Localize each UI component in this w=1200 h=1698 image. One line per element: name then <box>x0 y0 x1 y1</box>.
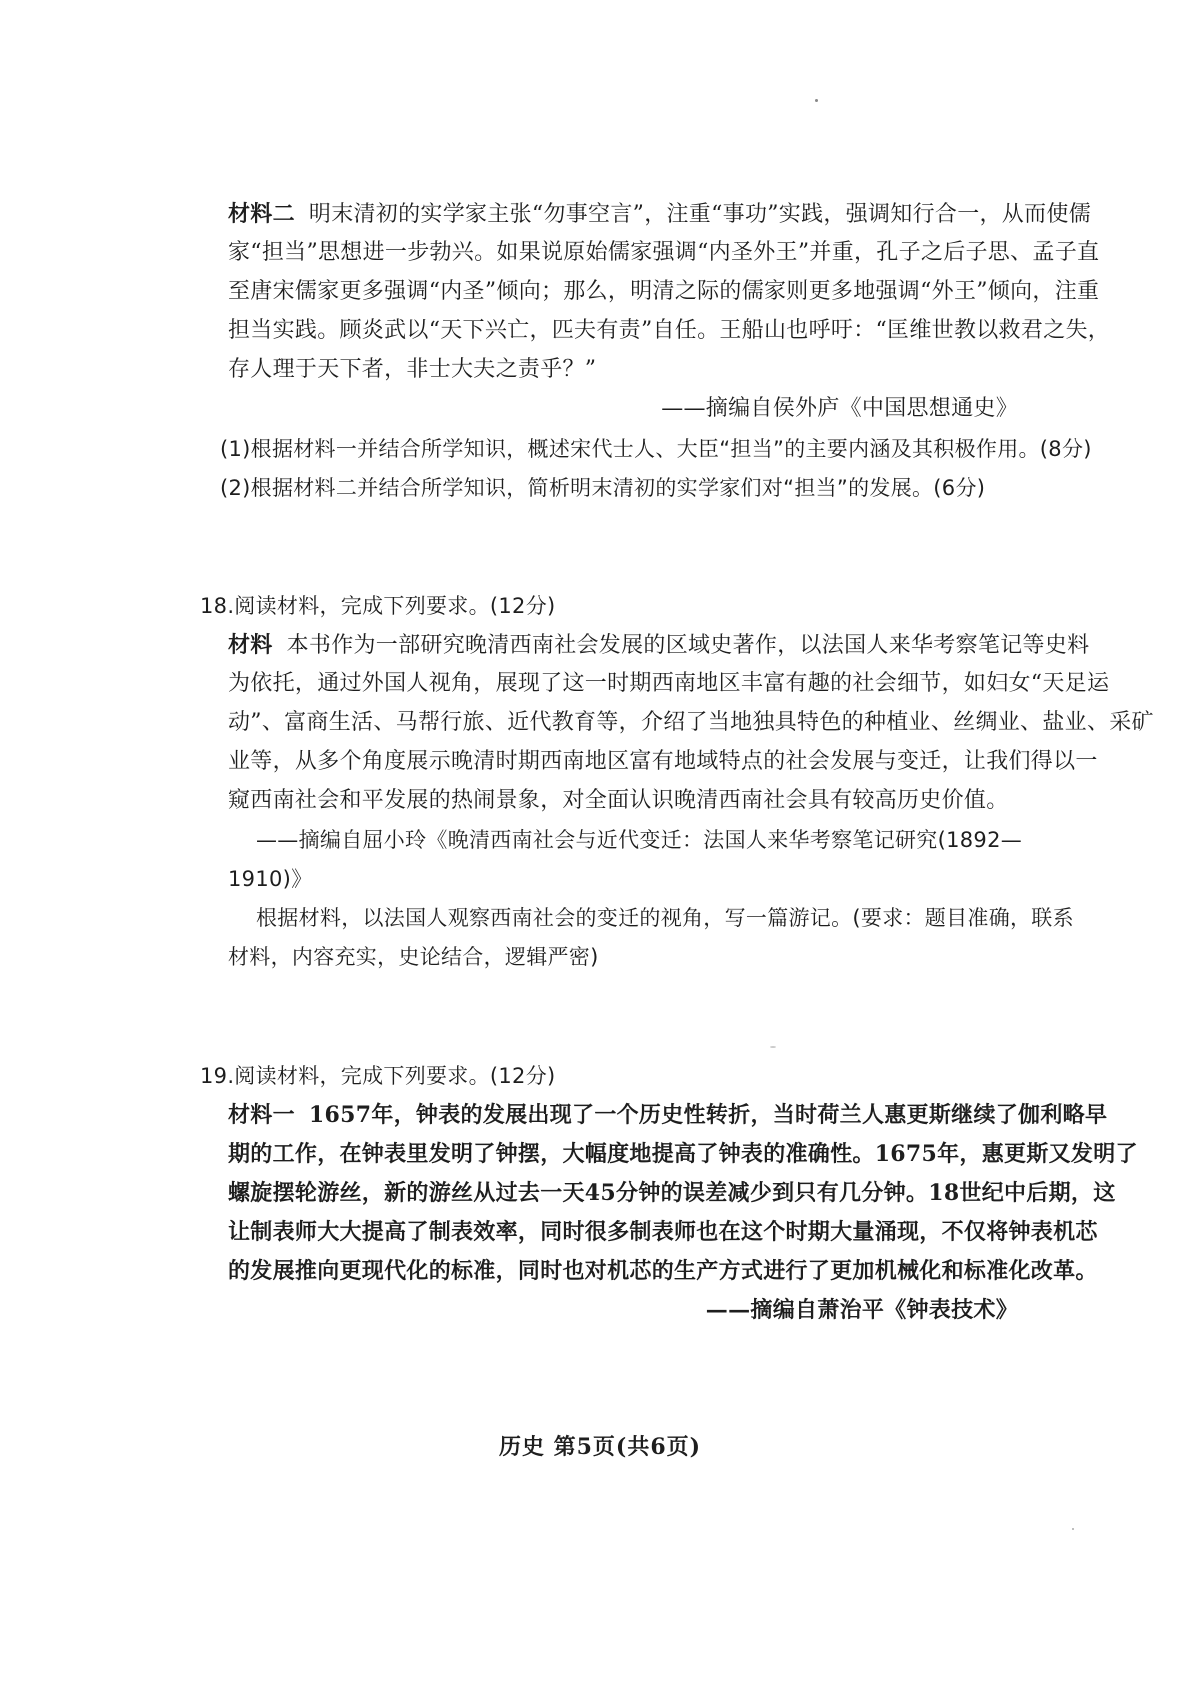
q19-line-4: 让制表师大大提高了制表效率，同时很多制表师也在这个时期大量涌现，不仅将钟表机芯 <box>228 1219 1098 1245</box>
material2-line-1: 材料二 明末清初的实学家主张“勿事空言”，注重“事功”实践，强调知行合一，从而使儒 <box>228 201 1091 227</box>
q18-line-3: 动”、富商生活、马帮行旅、近代教育等，介绍了当地独具特色的种植业、丝绸业、盐业、采矿 <box>228 710 1154 735</box>
material2-line-4: 担当实践。顾炎武以“天下兴亡，匹夫有责”自任。王船山也呼吁：“匡维世教以救君之失， <box>228 318 1111 343</box>
material2-source: ——摘编自侯外庐《中国思想通史》 <box>661 396 1018 421</box>
material2-line-2: 家“担当”思想进一步勃兴。如果说原始儒家强调“内圣外王”并重，孔子之后子思、孟子直 <box>228 240 1100 265</box>
q18-source-line-1: ——摘编自屈小玲《晚清西南社会与近代变迁：法国人来华考察笔记研究(1892— <box>256 828 1023 852</box>
q18-line-1: 材料 本书作为一部研究晚清西南社会发展的区域史著作，以法国人来华考察笔记等史料 <box>228 632 1090 658</box>
q19-line-1: 材料一 1657年，钟表的发展出现了一个历史性转折，当时荷兰人惠更斯继续了伽利略早 <box>228 1102 1108 1128</box>
q19-line-3: 螺旋摆轮游丝，新的游丝从过去一天45分钟的误差减少到只有几分钟。18世纪中后期，这 <box>228 1180 1116 1206</box>
scan-speck <box>770 1046 776 1048</box>
q18-line-4: 业等，从多个角度展示晚清时期西南地区富有地域特点的社会发展与变迁，让我们得以一 <box>228 749 1098 774</box>
q18-material-label: 材料 <box>228 632 273 658</box>
q17-task-1: (1)根据材料一并结合所学知识，概述宋代士人、大臣“担当”的主要内涵及其积极作用。(8分) <box>220 437 1092 461</box>
q19-title: 19.阅读材料，完成下列要求。(12分) <box>200 1064 556 1088</box>
q19-material-label: 材料一 <box>228 1102 295 1128</box>
q18-line-5: 窥西南社会和平发展的热闹景象，对全面认识晚清西南社会具有较高历史价值。 <box>228 788 1009 813</box>
q18-line-2: 为依托，通过外国人视角，展现了这一时期西南地区丰富有趣的社会细节，如妇女“天足运 <box>228 671 1110 696</box>
material2-line-5: 存人理于天下者，非士大夫之责乎？” <box>228 357 597 382</box>
scan-speck <box>815 99 818 102</box>
material2-label: 材料二 <box>228 201 295 227</box>
scan-speck <box>1072 1528 1074 1530</box>
q19-line-2: 期的工作，在钟表里发明了钟摆，大幅度地提高了钟表的准确性。1675年，惠更斯又发明了 <box>228 1141 1138 1167</box>
q19-line-5: 的发展推向更现代化的标准，同时也对机芯的生产方式进行了更加机械化和标准化改革。 <box>228 1258 1098 1284</box>
page-footer: 历史 第5页(共6页) <box>498 1434 702 1460</box>
q18-title: 18.阅读材料，完成下列要求。(12分) <box>200 594 556 618</box>
q18-source-line-2: 1910)》 <box>228 867 313 891</box>
q18-task-line-2: 材料，内容充实，史论结合，逻辑严密) <box>228 945 599 969</box>
q18-task-line-1: 根据材料，以法国人观察西南社会的变迁的视角，写一篇游记。(要求：题目准确，联系 <box>256 906 1074 930</box>
q17-task-2: (2)根据材料二并结合所学知识，简析明末清初的实学家们对“担当”的发展。(6分) <box>220 476 986 500</box>
material2-line-3: 至唐宋儒家更多强调“内圣”倾向；那么，明清之际的儒家则更多地强调“外王”倾向，注重 <box>228 279 1100 304</box>
q19-source: ——摘编自萧治平《钟表技术》 <box>705 1297 1018 1323</box>
